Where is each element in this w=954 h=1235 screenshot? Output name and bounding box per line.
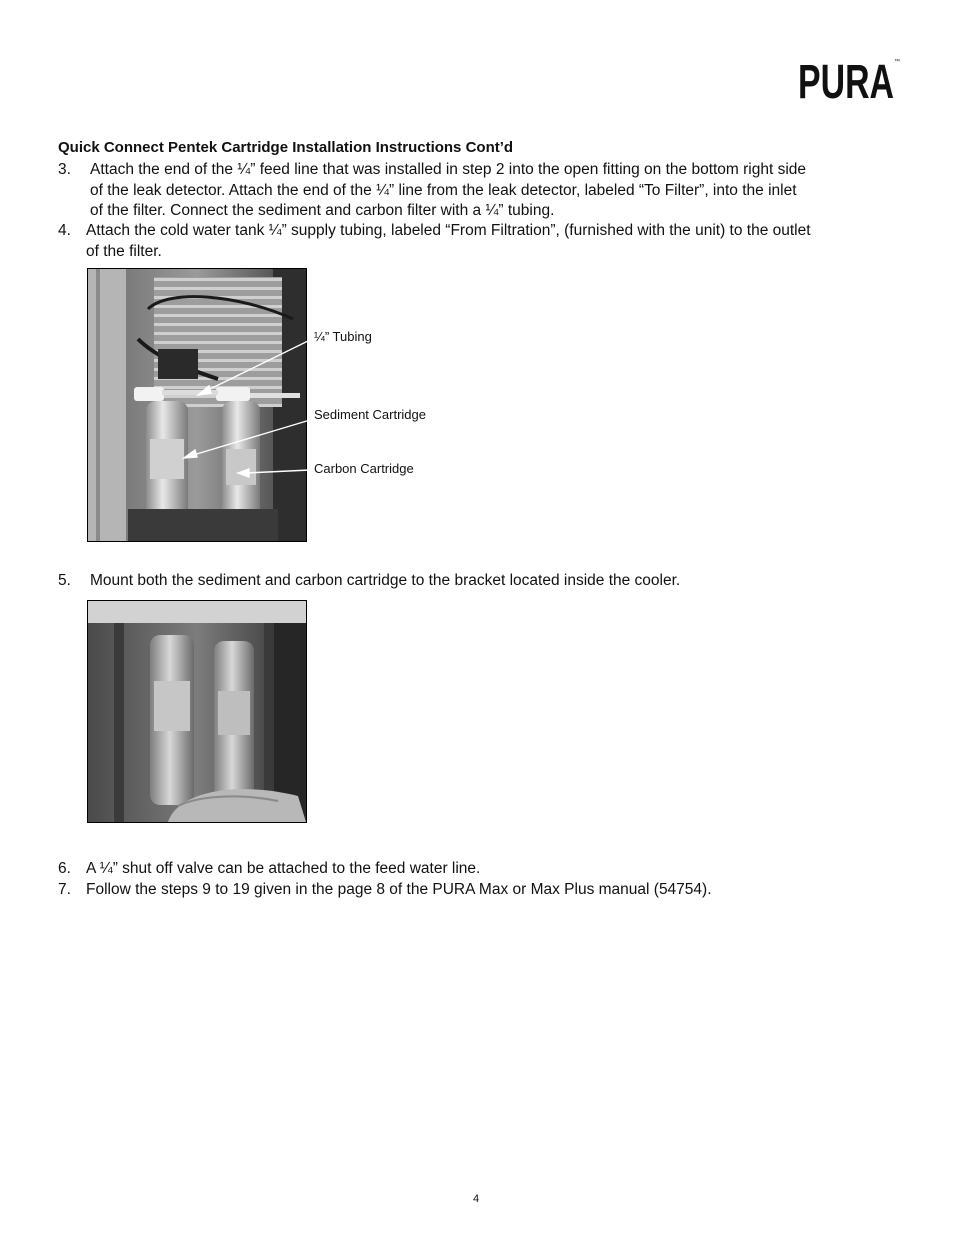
arrow-carbon <box>246 470 310 473</box>
step-line: of the filter. Connect the sediment and carbon filter with a ¼” tubing. <box>90 202 555 220</box>
arrow-sediment <box>190 420 310 456</box>
step-line: of the filter. <box>86 242 162 260</box>
step-line: Follow the steps 9 to 19 given in the page 8 of the PURA Max or Max Plus manual (54754). <box>86 881 712 898</box>
photo-cartridge-mounting-image <box>88 601 306 822</box>
step-number: 6. <box>58 860 71 877</box>
callout-sediment-cartridge: Sediment Cartridge <box>314 407 426 422</box>
arrow-head-tubing-icon <box>198 386 211 395</box>
step-line: Attach the end of the ¼” feed line that was installed in step 2 into the open fitting on the bottom right side <box>90 161 807 178</box>
logo-trademark: ™ <box>894 59 900 65</box>
photo-cartridge-mounting <box>87 600 307 823</box>
arrow-head-sediment-icon <box>184 450 197 458</box>
step-number: 3. <box>58 161 71 178</box>
logo-wordmark: PURA <box>798 56 894 100</box>
step-line: Mount both the sediment and carbon cartridge to the bracket located inside the cooler. <box>90 572 681 589</box>
step-line: A ¼” shut off valve can be attached to the feed water line. <box>86 860 481 877</box>
step-text <box>86 859 480 880</box>
callout-tubing: ¼” Tubing <box>314 329 372 344</box>
arrow-tubing <box>204 340 310 392</box>
step-line: Attach the cold water tank ¼” supply tubing, labeled “From Filtration”, (furnished with the unit) to the outlet <box>86 222 811 239</box>
callout-carbon-cartridge: Carbon Cartridge <box>314 461 414 476</box>
section-heading: Quick Connect Pentek Cartridge Installation Instructions Cont’d <box>58 139 514 156</box>
step-number: 5. <box>58 572 71 589</box>
step-line: of the leak detector. Attach the end of the ¼” line from the leak detector, labeled “To Filter”, into the inlet <box>90 181 797 199</box>
page-number: 4 <box>473 1193 480 1205</box>
step-7 <box>58 880 918 902</box>
step-text <box>86 880 712 901</box>
step-number: 7. <box>58 881 71 898</box>
step-text <box>90 571 680 592</box>
arrow-head-carbon-icon <box>238 469 249 477</box>
step-number: 4. <box>58 222 71 239</box>
step-6 <box>58 859 918 881</box>
step-5 <box>58 571 918 593</box>
